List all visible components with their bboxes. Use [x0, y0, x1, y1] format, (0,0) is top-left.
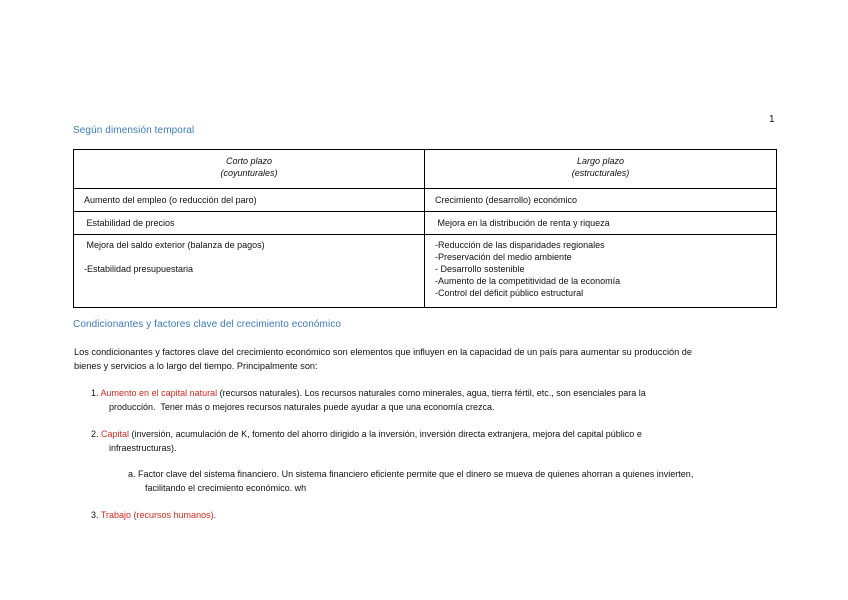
- table-cell: Crecimiento (desarrollo) económico: [425, 189, 777, 212]
- list-item-labor: [91, 508, 751, 522]
- list-text-continued: producción. Tener más o mejores recursos naturales puede ayudar a que una economía crezca.: [109, 402, 495, 412]
- table-cell-line: -Preservación del medio ambiente: [435, 252, 572, 262]
- intro-line: Los condicionantes y factores clave del crecimiento económico son elementos que influyen en la capacidad de un país para aumentar su producción de: [74, 347, 692, 357]
- temporal-dimension-table: [73, 149, 777, 308]
- list-text: Factor clave del sistema financiero. Un sistema financiero eficiente permite que el dinero se mueva de quienes ahorran a quienes invierten,: [135, 469, 694, 479]
- header-long-term-title: Largo plazo: [576, 156, 625, 166]
- list-text-continued: infraestructuras).: [109, 443, 177, 453]
- table-cell: [425, 235, 777, 308]
- table-cell-text: Mejora en la distribución de renta y riqueza: [435, 218, 610, 228]
- table-cell-line: -Reducción de las disparidades regionales: [435, 240, 605, 250]
- table-cell-text: Estabilidad de precios: [84, 218, 175, 228]
- list-highlight: Aumento en el capital natural: [100, 388, 218, 398]
- spacer: [84, 251, 414, 263]
- list-text-continued: facilitando el crecimiento económico. wh: [145, 483, 307, 493]
- page-number: 1: [769, 114, 775, 125]
- table-cell-line: Mejora del saldo exterior (balanza de pagos): [84, 240, 265, 250]
- header-short-term: [74, 150, 425, 189]
- list-number: 1.: [91, 388, 99, 398]
- sublist-letter: a.: [128, 469, 136, 479]
- table-cell-line: -Aumento de la competitividad de la economía: [435, 276, 621, 286]
- sublist-item-financial-system: [128, 467, 773, 495]
- list-number: 2.: [91, 429, 99, 439]
- intro-paragraph: [74, 345, 782, 373]
- table-cell: [74, 212, 425, 235]
- table-cell-line: -Control del déficit público estructural: [435, 288, 584, 298]
- section-heading-factors: Condicionantes y factores clave del crecimiento económico: [73, 319, 342, 330]
- table-row: [74, 189, 777, 212]
- table-cell: [74, 235, 425, 308]
- list-item-capital: [91, 427, 751, 455]
- intro-line: bienes y servicios a lo largo del tiempo. Principalmente son:: [74, 361, 318, 371]
- header-long-term: [425, 150, 777, 189]
- table-cell-line: - Desarrollo sostenible: [435, 264, 525, 274]
- table-row: [74, 235, 777, 308]
- table-row: [74, 212, 777, 235]
- list-text: (recursos naturales). Los recursos naturales como minerales, agua, tierra fértil, etc., son esenciales para la: [217, 388, 646, 398]
- section-heading-temporal: Según dimensión temporal: [73, 125, 195, 136]
- table-cell: Aumento del empleo (o reducción del paro): [74, 189, 425, 212]
- table-cell: [425, 212, 777, 235]
- table-cell-line: -Estabilidad presupuestaria: [84, 264, 194, 274]
- list-highlight: Trabajo (recursos humanos): [100, 510, 214, 520]
- list-number: 3.: [91, 510, 99, 520]
- list-tail: .: [213, 510, 217, 520]
- header-short-term-title: Corto plazo: [225, 156, 273, 166]
- header-long-term-subtitle: (estructurales): [571, 168, 630, 178]
- list-item-natural-capital: [91, 386, 751, 414]
- list-highlight: Capital: [101, 429, 130, 439]
- list-text: (inversión, acumulación de K, fomento del ahorro dirigido a la inversión, inversión directa extranjera, mejora del capital público e: [129, 429, 642, 439]
- header-short-term-subtitle: (coyunturales): [220, 168, 278, 178]
